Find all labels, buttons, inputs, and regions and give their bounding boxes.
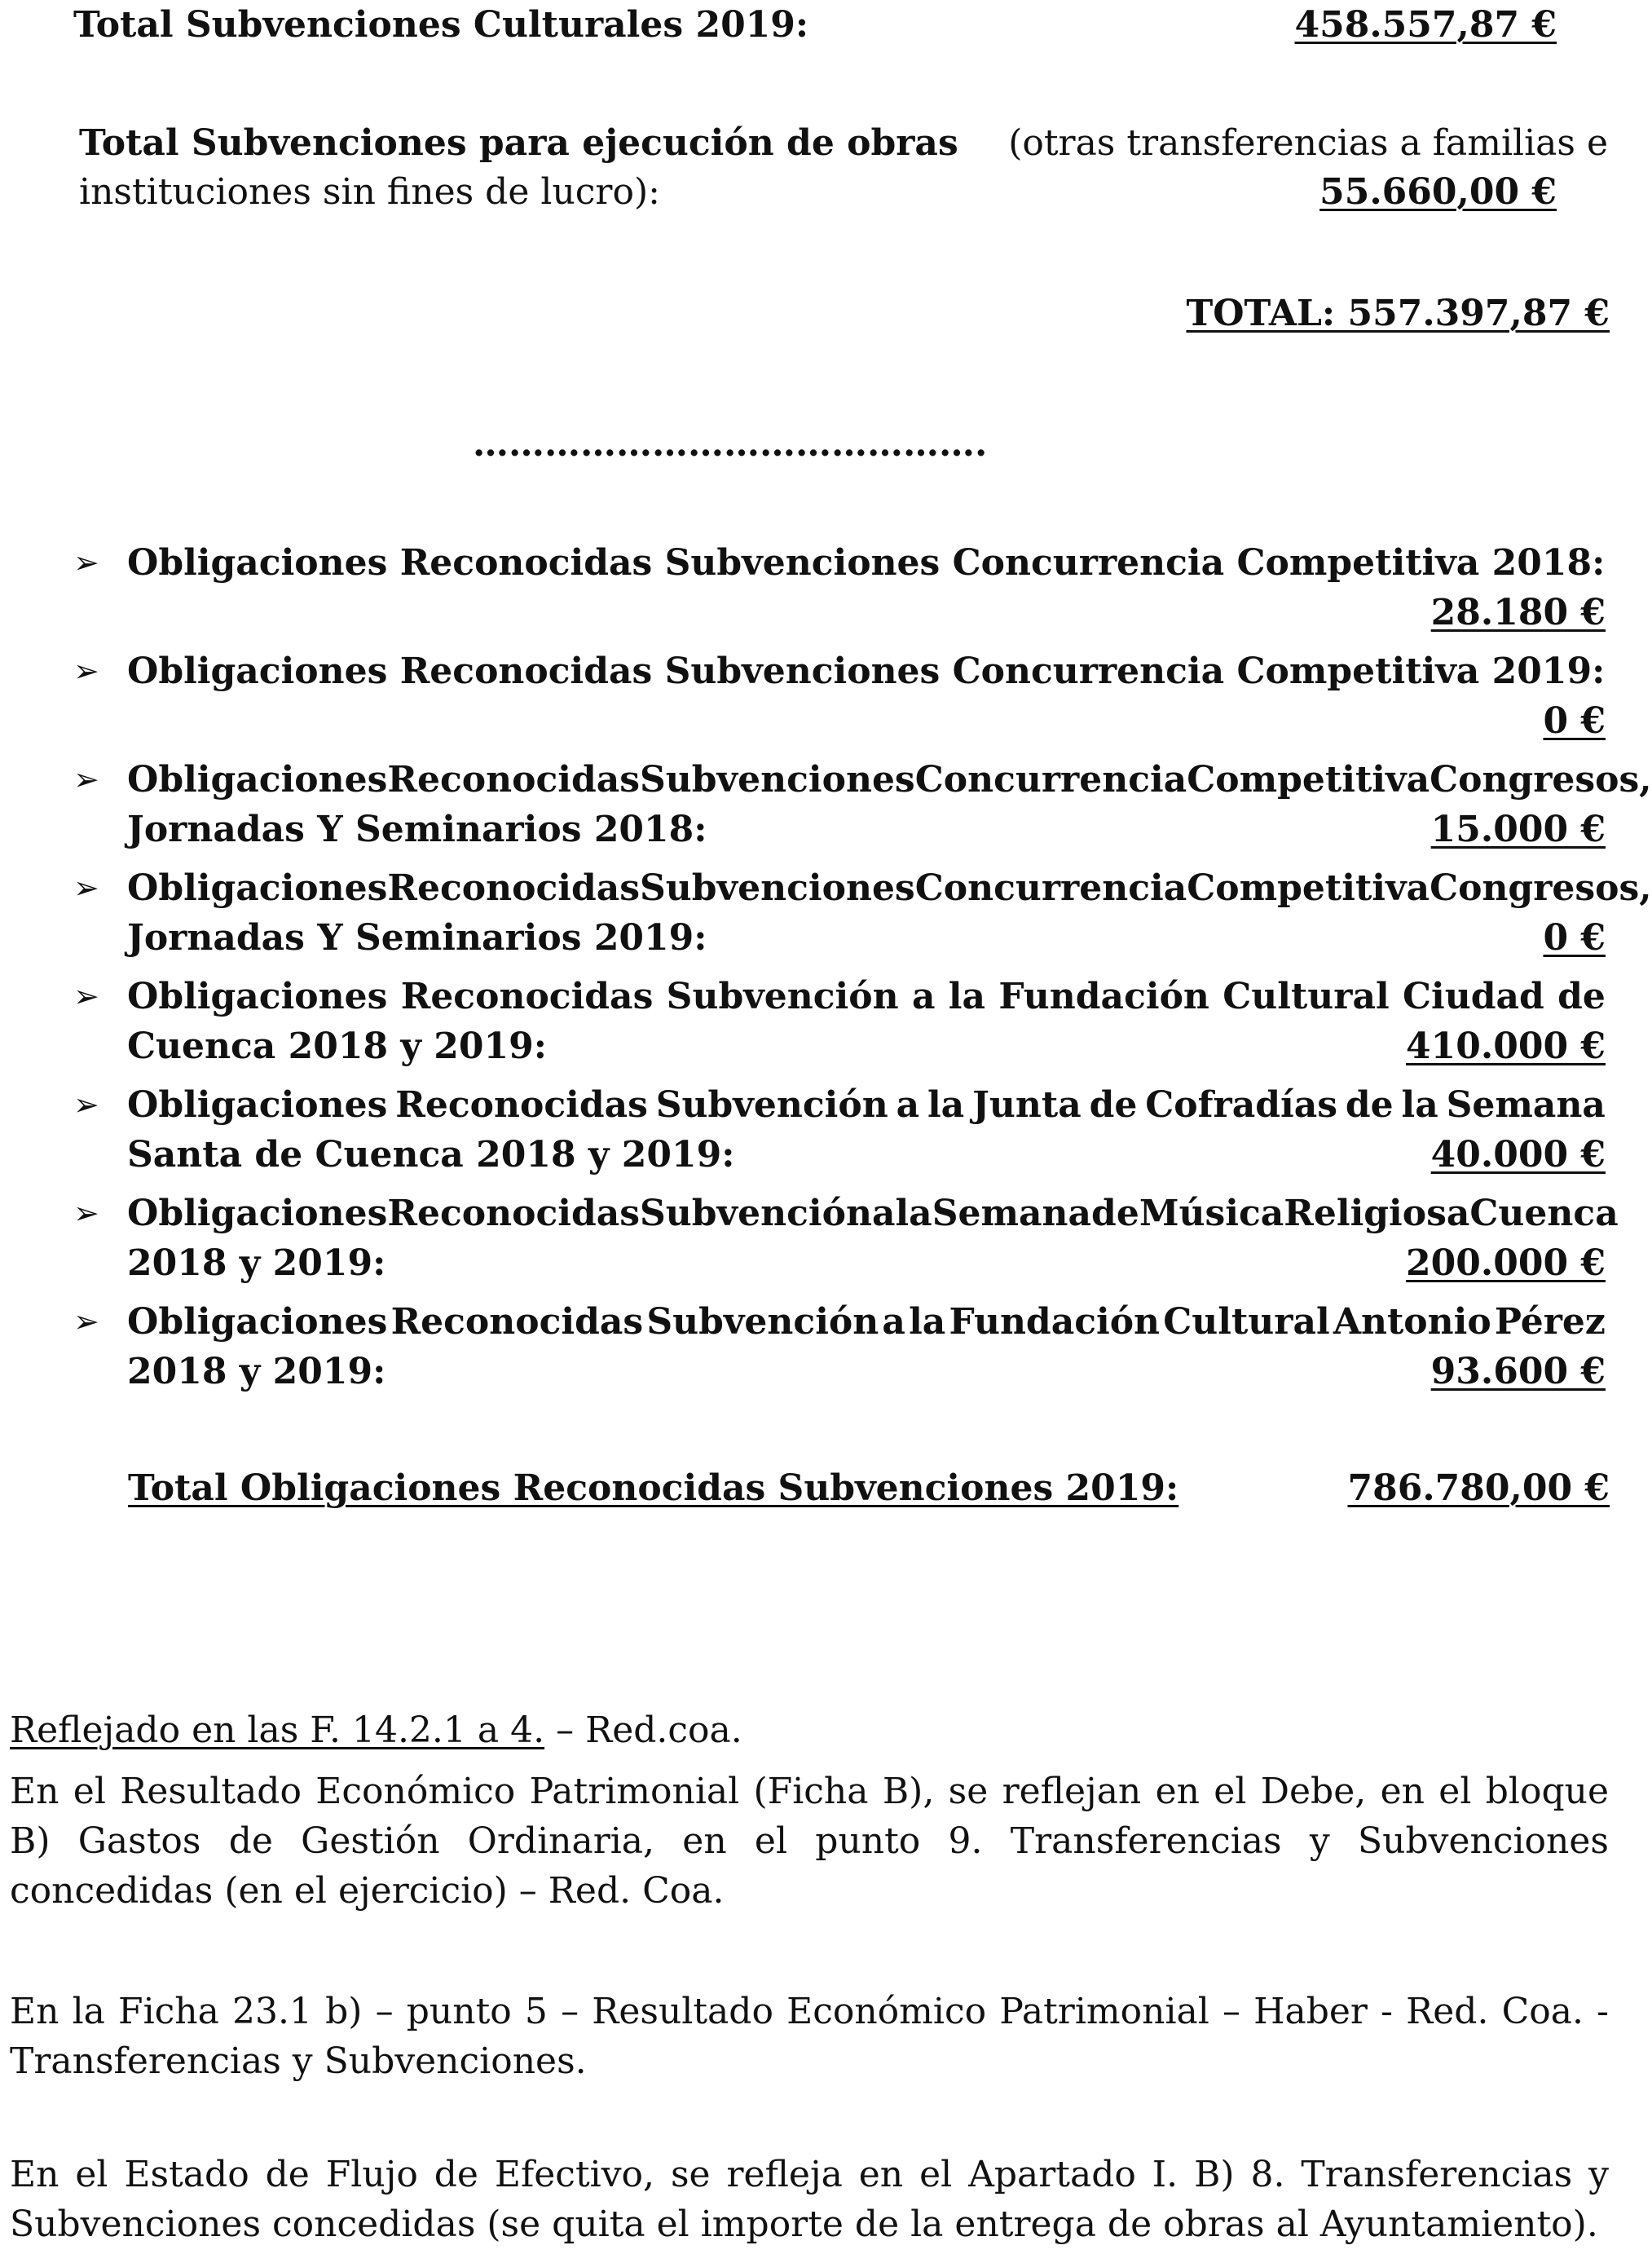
obligacion-text bbox=[127, 646, 1606, 746]
obligacion-amount: 93.600 € bbox=[1430, 1351, 1606, 1392]
paragraph-resultado: En el Resultado Económico Patrimonial (Ficha B), se reflejan en el Debe, en el bloque B) Gastos de Gestión Ordinaria, en el punto 9. Transferencias y Subvenciones concedidas (en el ejercicio) – Red. Coa. bbox=[10, 1771, 1609, 1912]
obras-total-bold: Total Subvenciones para ejecución de obras bbox=[79, 122, 958, 164]
arrow-bullet-icon: ➢ bbox=[73, 1087, 99, 1123]
obligacion-line2: Santa de Cuenca 2018 y 2019: bbox=[127, 1134, 735, 1176]
reflejado-suffix: – Red.coa. bbox=[544, 1709, 742, 1751]
reflejado-line bbox=[10, 1705, 1609, 1755]
grand-total: TOTAL: 557.397,87 € bbox=[1186, 293, 1610, 334]
arrow-bullet-icon: ➢ bbox=[73, 870, 99, 906]
obligacion-line1: Obligaciones Reconocidas Subvenciones Concurrencia Competitiva 2018: bbox=[127, 542, 1606, 584]
total-obligaciones-amount: 786.780,00 € bbox=[1347, 1467, 1610, 1509]
obras-total-rest: (otras transferencias a familias e bbox=[1008, 122, 1608, 164]
cultural-total-label: Total Subvenciones Culturales 2019: bbox=[73, 4, 809, 46]
obligacion-text bbox=[127, 755, 1652, 854]
paragraph-flujo-efectivo: En el Estado de Flujo de Efectivo, se refleja en el Apartado I. B) 8. Transferencias y Subvenciones concedidas (se quita el importe de la entrega de obras al Ayuntamiento). bbox=[10, 2154, 1609, 2245]
obligacion-line2: 2018 y 2019: bbox=[127, 1242, 386, 1284]
obligacion-line1: Obligaciones Reconocidas Subvención a la Semana de Música Religiosa Cuenca bbox=[127, 1193, 1619, 1234]
arrow-bullet-icon: ➢ bbox=[73, 978, 99, 1014]
obligacion-line1: Obligaciones Reconocidas Subvenciones Concurrencia Competitiva 2019: bbox=[127, 651, 1606, 692]
obligacion-text bbox=[127, 1189, 1619, 1288]
obligacion-amount: 200.000 € bbox=[1406, 1242, 1606, 1284]
obras-total-amount: 55.660,00 € bbox=[1319, 171, 1557, 213]
reflejado-reference: Reflejado en las F. 14.2.1 a 4. bbox=[10, 1709, 545, 1751]
separator-dots: ……………………………………. bbox=[473, 423, 988, 465]
obligacion-text bbox=[127, 538, 1606, 637]
obligacion-amount: 0 € bbox=[1543, 700, 1606, 742]
obligacion-line1: Obligaciones Reconocidas Subvención a la Junta de Cofradías de la Semana bbox=[127, 1084, 1606, 1126]
obligacion-amount: 410.000 € bbox=[1406, 1026, 1606, 1067]
obligacion-line1: Obligaciones Reconocidas Subvención a la Fundación Cultural Ciudad de bbox=[127, 976, 1606, 1017]
obras-total-line2: instituciones sin fines de lucro): bbox=[79, 171, 660, 213]
obligacion-text bbox=[127, 1080, 1606, 1180]
arrow-bullet-icon: ➢ bbox=[73, 1195, 99, 1231]
obligacion-line1: Obligaciones Reconocidas Subvención a la Fundación Cultural Antonio Pérez bbox=[127, 1301, 1606, 1343]
obligacion-text bbox=[127, 1297, 1606, 1396]
obligacion-text bbox=[127, 863, 1652, 963]
arrow-bullet-icon: ➢ bbox=[73, 761, 99, 797]
obras-total-line1 bbox=[79, 118, 1608, 168]
total-obligaciones-label: Total Obligaciones Reconocidas Subvenciones 2019: bbox=[128, 1467, 1179, 1509]
obligacion-line1: Obligaciones Reconocidas Subvenciones Concurrencia Competitiva Congresos, bbox=[127, 867, 1652, 909]
obligacion-amount: 0 € bbox=[1543, 917, 1606, 959]
obligacion-line2: Jornadas Y Seminarios 2019: bbox=[127, 917, 707, 959]
obligacion-amount: 40.000 € bbox=[1430, 1134, 1606, 1176]
obligacion-text bbox=[127, 972, 1606, 1071]
obligacion-amount: 15.000 € bbox=[1430, 809, 1606, 850]
obligacion-line2: Cuenca 2018 y 2019: bbox=[127, 1026, 547, 1067]
obligacion-line1: Obligaciones Reconocidas Subvenciones Concurrencia Competitiva Congresos, bbox=[127, 759, 1652, 801]
obligacion-line2: 2018 y 2019: bbox=[127, 1351, 386, 1392]
obligacion-amount: 28.180 € bbox=[1430, 592, 1606, 633]
cultural-total-amount: 458.557,87 € bbox=[1294, 4, 1557, 46]
paragraph-ficha-23: En la Ficha 23.1 b) – punto 5 – Resultado Económico Patrimonial – Haber - Red. Coa. - Transferencias y Subvenciones. bbox=[10, 1991, 1609, 2082]
arrow-bullet-icon: ➢ bbox=[73, 653, 99, 689]
arrow-bullet-icon: ➢ bbox=[73, 1304, 99, 1339]
arrow-bullet-icon: ➢ bbox=[73, 545, 99, 580]
obligacion-line2: Jornadas Y Seminarios 2018: bbox=[127, 809, 707, 850]
